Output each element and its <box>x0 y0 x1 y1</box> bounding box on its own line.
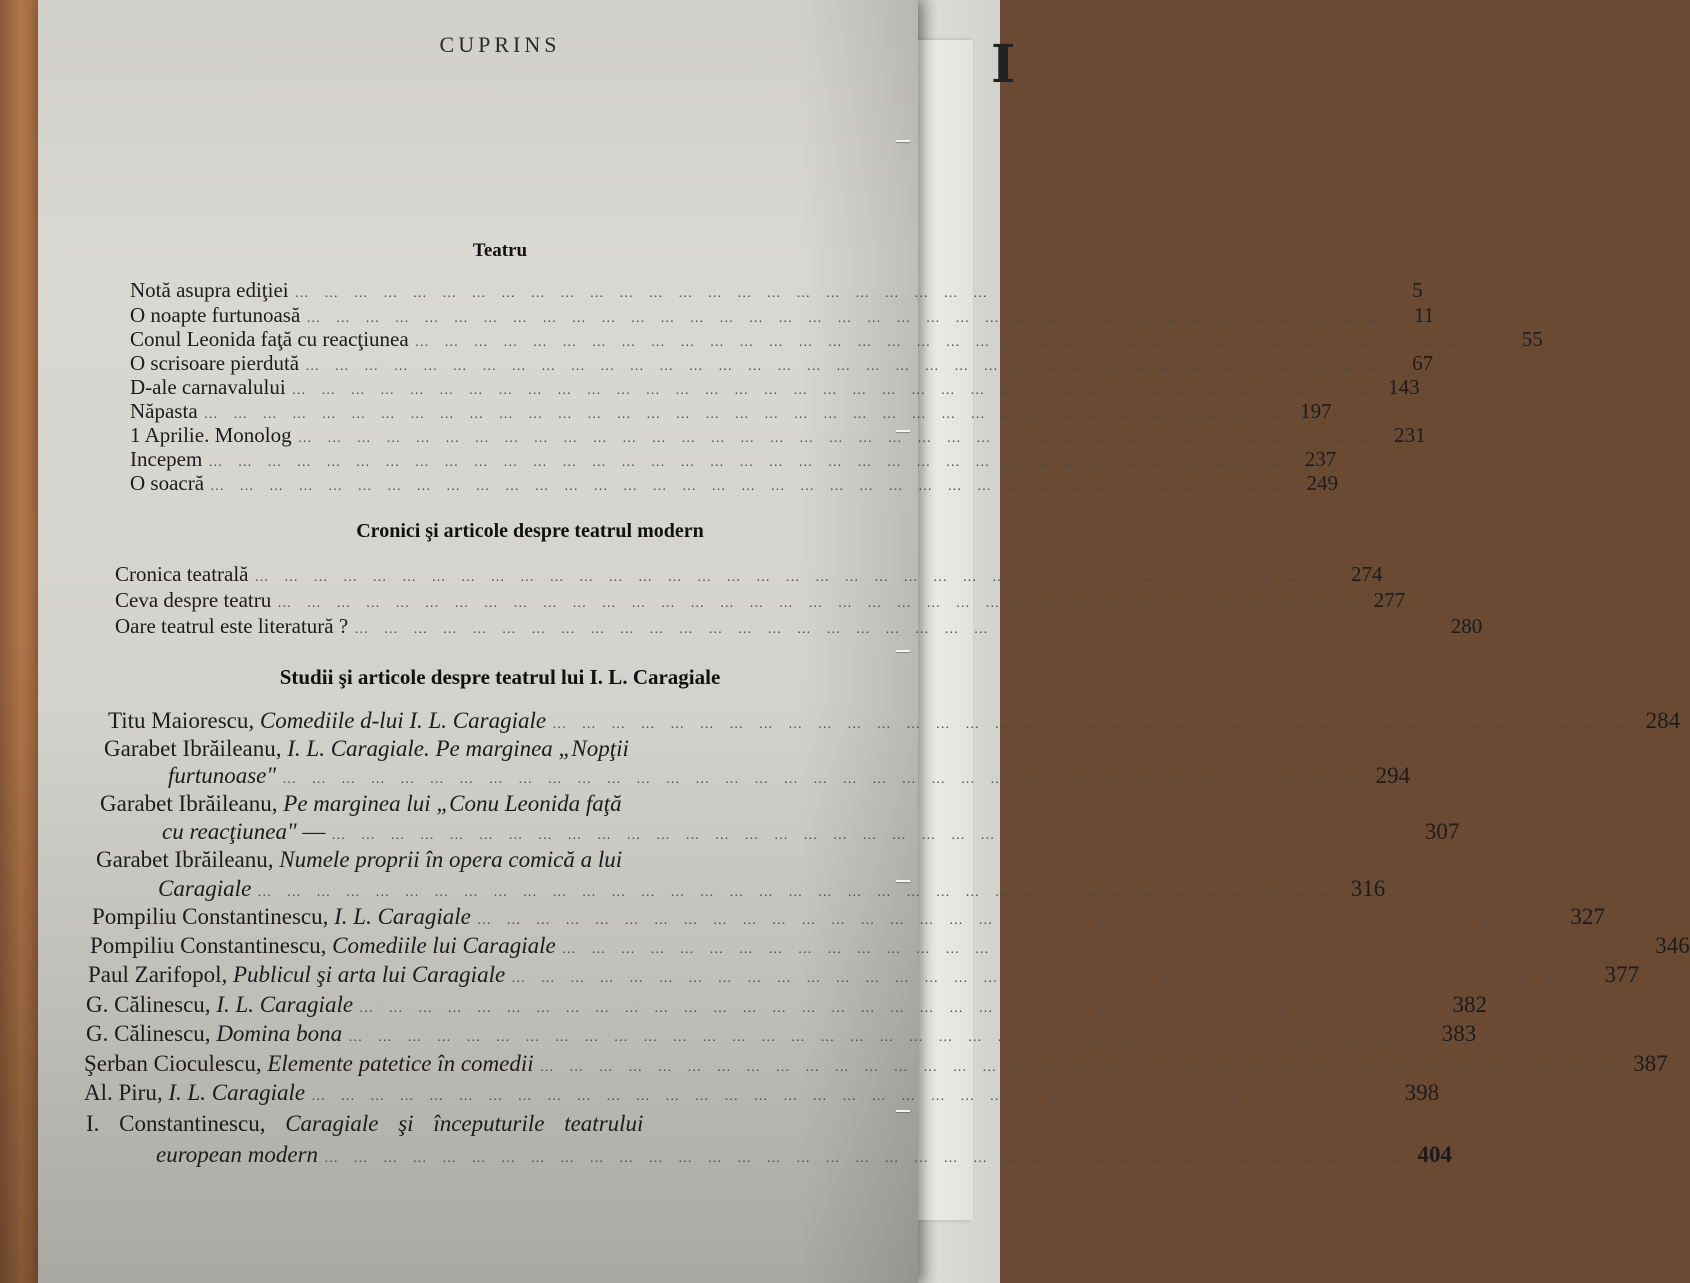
entry-title: D-ale carnavalului <box>130 375 286 399</box>
leader-dots <box>300 311 1394 327</box>
toc-entry[interactable] <box>115 614 1483 639</box>
leader-dots <box>348 622 1442 638</box>
leader-dots <box>546 717 1640 733</box>
leader-dots <box>292 431 1386 447</box>
entry-page: 404 <box>1417 1142 1453 1167</box>
entry-page: 387 <box>1633 1051 1668 1076</box>
toc-entry[interactable] <box>130 327 1543 352</box>
toc-entry[interactable] <box>88 962 1640 988</box>
entry-author: I. Constantinescu, <box>86 1111 266 1136</box>
leader-dots <box>534 1060 1628 1076</box>
entry-page: 231 <box>1394 423 1426 447</box>
entry-page: 55 <box>1521 327 1543 351</box>
toc-entry[interactable] <box>84 1080 1440 1106</box>
leader-dots <box>353 1001 1447 1017</box>
leader-dots <box>249 570 1343 586</box>
entry-page: 5 <box>1412 278 1423 302</box>
leader-dots <box>505 971 1599 987</box>
entry-author: Pompiliu Constantinescu, <box>92 904 329 929</box>
entry-page: 274 <box>1351 562 1383 586</box>
entry-author: G. Călinescu, <box>86 992 211 1017</box>
entry-work-cont: european modern <box>156 1142 319 1167</box>
leader-dots <box>289 286 1383 302</box>
toc-entry[interactable] <box>130 399 1332 424</box>
entry-page: 237 <box>1304 447 1337 471</box>
leader-dots <box>198 407 1292 423</box>
toc-entry[interactable] <box>130 447 1337 472</box>
entry-page: 382 <box>1452 992 1488 1017</box>
toc-entry[interactable] <box>156 1142 1453 1168</box>
entry-work: Caragiale şi începuturile teatrului <box>285 1111 644 1136</box>
entry-page: 249 <box>1306 471 1339 495</box>
entry-title: Ceva despre teatru <box>115 588 272 612</box>
entry-author: Pompiliu Constantinescu, <box>90 933 327 958</box>
entry-work: I. L. Caragiale <box>334 904 471 929</box>
toc-entry[interactable] <box>115 588 1406 613</box>
leader-dots <box>286 383 1380 399</box>
entry-work-cont: cu reacţiunea" <box>162 819 297 844</box>
entry-author: Titu Maiorescu, <box>108 708 255 733</box>
section-heading-teatru: Teatru <box>472 240 528 261</box>
toc-entry[interactable] <box>130 423 1426 448</box>
entry-title: Conul Leonida faţă cu reacţiunea <box>130 327 409 351</box>
toc-entry-line[interactable] <box>104 736 629 762</box>
toc-entry[interactable] <box>130 303 1435 328</box>
toc-entry[interactable] <box>130 375 1420 400</box>
section-heading-cronici: Cronici şi articole despre teatrul modern <box>356 520 704 542</box>
entry-work: I. L. Caragiale <box>168 1080 306 1105</box>
entry-page: 277 <box>1373 588 1406 612</box>
section-heading-studii: Studii şi articole despre teatrul lui I. L. Caragiale <box>279 665 721 689</box>
entry-dash: — <box>302 819 326 844</box>
entry-page: 284 <box>1645 708 1681 733</box>
entry-page: 346 <box>1655 933 1690 958</box>
entry-work: Comediile lui Caragiale <box>332 933 556 958</box>
entry-author: Garabet Ibrăileanu, <box>100 791 278 816</box>
entry-title: O noapte furtunoasă <box>130 303 301 327</box>
entry-title: O scrisoare pierdută <box>130 351 300 375</box>
leader-dots <box>299 359 1393 375</box>
entry-work: I. L. Caragiale <box>216 992 354 1017</box>
toc-entry[interactable] <box>90 933 1690 959</box>
entry-work: Domina bona <box>216 1021 343 1046</box>
entry-page: 327 <box>1570 904 1605 929</box>
toc-entry[interactable] <box>162 819 1460 845</box>
leader-dots <box>325 828 1419 844</box>
entry-author: Garabet Ibrăileanu, <box>96 847 274 872</box>
entry-page: 280 <box>1450 614 1483 638</box>
leader-dots <box>271 596 1365 612</box>
entry-author: G. Călinescu, <box>86 1021 211 1046</box>
next-page-glyph: I <box>991 34 1016 95</box>
toc-entry[interactable] <box>168 763 1411 789</box>
entry-work: I. L. Caragiale. Pe marginea „Nopţii <box>287 736 629 761</box>
entry-page: 398 <box>1404 1080 1440 1105</box>
entry-title: 1 Aprilie. Monolog <box>130 423 292 447</box>
entry-author: Şerban Cioculescu, <box>84 1051 262 1076</box>
toc-entry[interactable] <box>158 876 1386 902</box>
toc-entry[interactable] <box>108 708 1681 734</box>
toc-entry-line[interactable] <box>96 847 622 873</box>
entry-title: Oare teatrul este literatură ? <box>115 614 349 638</box>
entry-title: O soacră <box>130 471 205 495</box>
toc-entry[interactable] <box>86 992 1488 1018</box>
toc-entry-line[interactable] <box>100 791 622 817</box>
entry-page: 197 <box>1300 399 1332 423</box>
leader-dots <box>318 1151 1412 1167</box>
toc-entry[interactable] <box>92 904 1605 930</box>
entry-work: Publicul şi arta lui Caragiale <box>233 962 506 987</box>
leader-dots <box>202 455 1296 471</box>
entry-work: Pe marginea lui „Conu Leonida faţă <box>283 791 622 816</box>
leader-dots <box>471 913 1565 929</box>
toc-entry[interactable] <box>130 351 1434 376</box>
entry-page: 377 <box>1604 962 1640 987</box>
toc-entry-line[interactable] <box>86 1111 643 1137</box>
entry-author: Garabet Ibrăileanu, <box>104 736 282 761</box>
leader-dots <box>276 772 1370 788</box>
entry-work: Numele proprii în opera comică a lui <box>279 847 623 872</box>
entry-page: 294 <box>1375 763 1411 788</box>
entry-page: 11 <box>1414 303 1435 327</box>
entry-work: Elemente patetice în comedii <box>267 1051 534 1076</box>
entry-page: 316 <box>1350 876 1386 901</box>
entry-title: Cronica teatrală <box>115 562 249 586</box>
entry-author: Paul Zarifopol, <box>88 962 228 987</box>
leader-dots <box>342 1030 1436 1046</box>
leader-dots <box>556 942 1650 958</box>
toc-entry[interactable] <box>115 562 1383 587</box>
toc-entry[interactable] <box>130 278 1423 303</box>
toc-entry[interactable] <box>86 1021 1477 1047</box>
entry-page: 383 <box>1441 1021 1477 1046</box>
toc-entry[interactable] <box>84 1051 1668 1077</box>
entry-page: 67 <box>1412 351 1434 375</box>
leader-dots <box>251 885 1345 901</box>
entry-page: 307 <box>1424 819 1460 844</box>
page-title: CUPRINS <box>439 32 561 57</box>
entry-author: Al. Piru, <box>84 1080 163 1105</box>
entry-work: Comediile d-lui I. L. Caragiale <box>259 708 547 733</box>
entry-work-cont: furtunoase" <box>168 763 277 788</box>
entry-title: Incepem <box>130 447 203 471</box>
entry-page: 143 <box>1388 375 1420 399</box>
entry-title: Notă asupra ediţiei <box>130 278 289 302</box>
leader-dots <box>305 1089 1399 1105</box>
entry-title: Năpasta <box>130 399 198 423</box>
leader-dots <box>409 335 1503 351</box>
leader-dots <box>204 479 1298 495</box>
entry-work-cont: Caragiale <box>158 876 252 901</box>
toc-entry[interactable] <box>130 471 1339 496</box>
